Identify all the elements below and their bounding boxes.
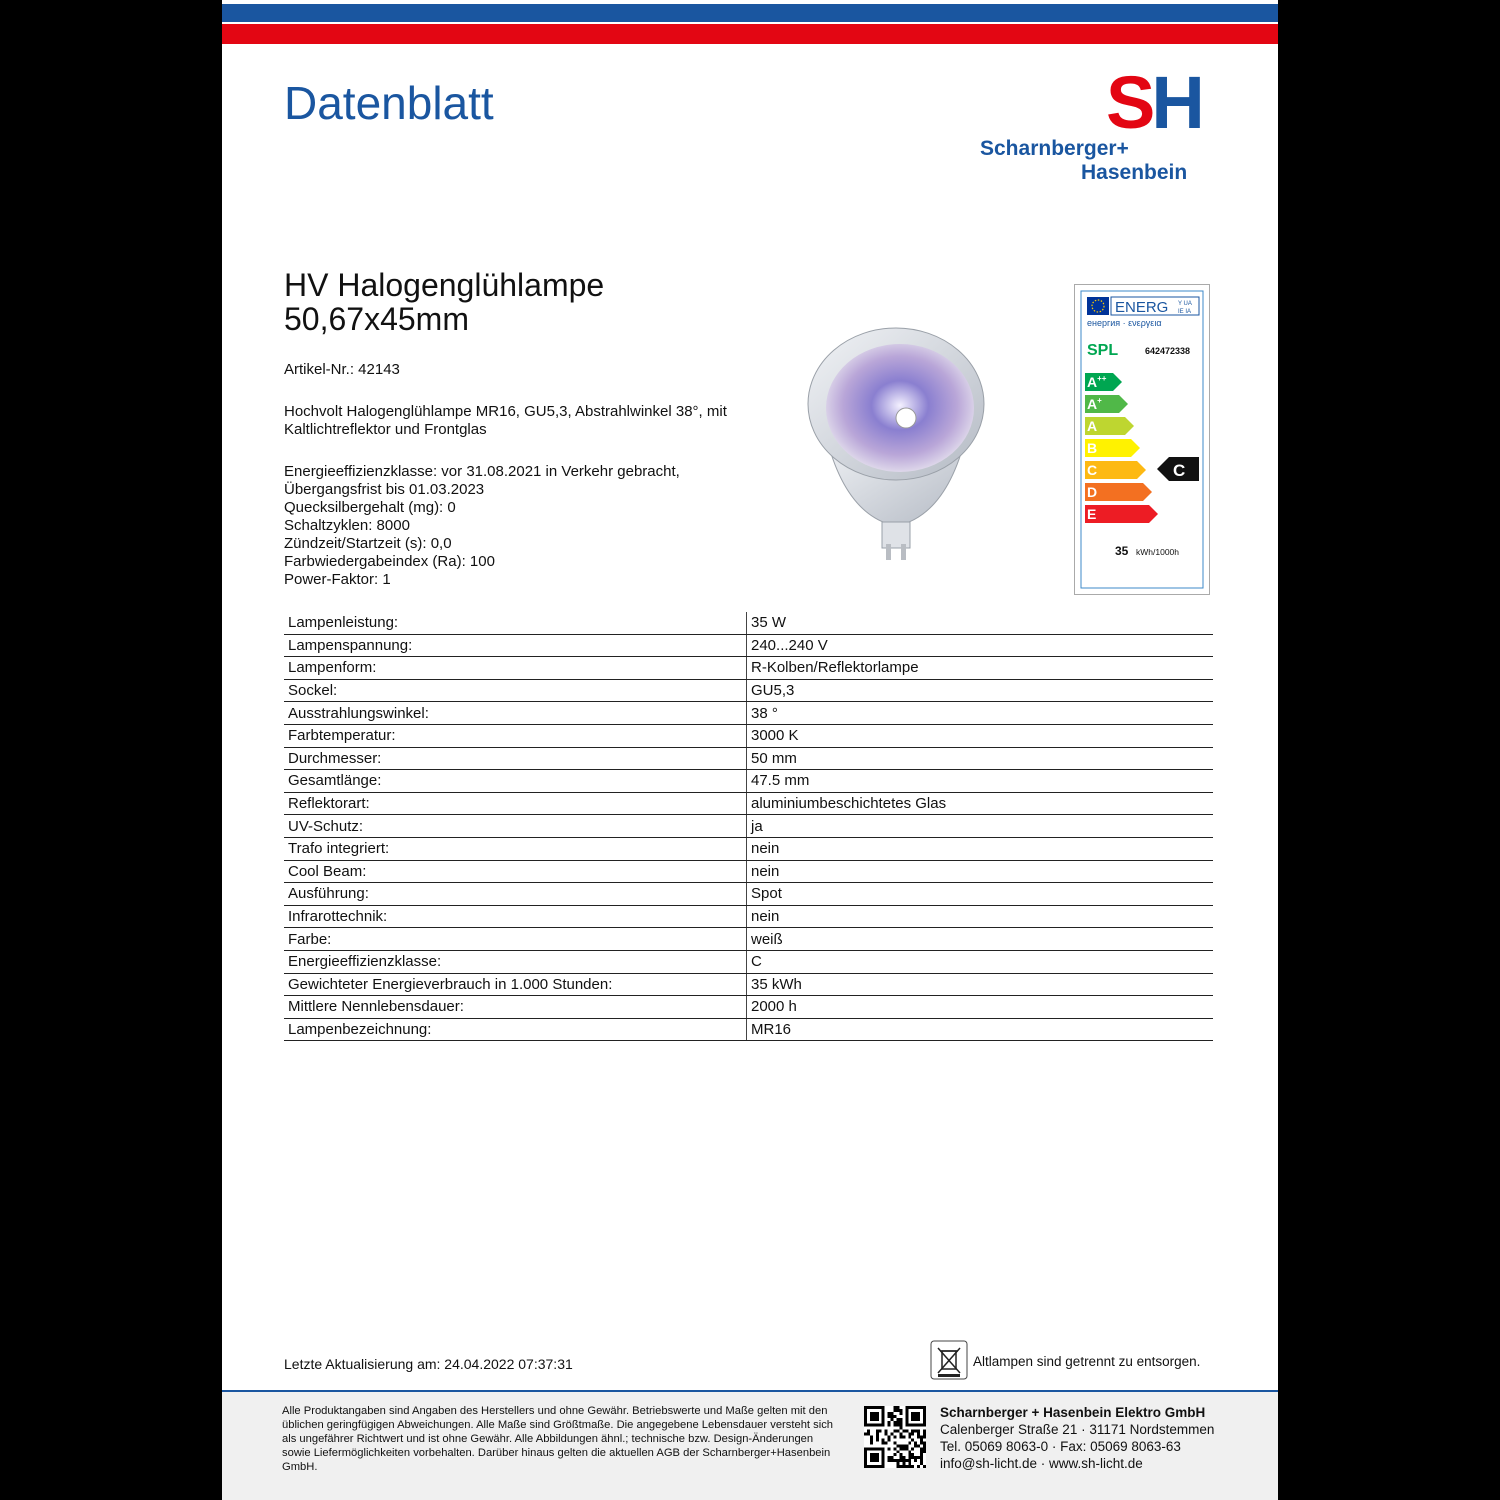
specifications-table (284, 612, 1213, 1041)
spec-row (284, 679, 1213, 702)
spec-key: Ausstrahlungswinkel: (284, 702, 747, 725)
model-id: 642472338 (1145, 346, 1191, 356)
spec-key: Sockel: (284, 679, 747, 702)
energy-class-bar (1085, 417, 1134, 435)
spec-row (284, 724, 1213, 747)
spec-key: Infrarottechnik: (284, 905, 747, 928)
article-number: Artikel-Nr.: 42143 (284, 361, 400, 378)
spec-row (284, 657, 1213, 680)
spec-value: 35 W (747, 612, 1214, 634)
spec-key: UV-Schutz: (284, 815, 747, 838)
spec-value: nein (747, 860, 1214, 883)
property-line: Farbwiedergabeindex (Ra): 100 (284, 553, 495, 570)
supplier-name: SPL (1087, 342, 1119, 359)
spec-row (284, 815, 1213, 838)
energy-label-graphic (1075, 285, 1209, 594)
spec-value: nein (747, 837, 1214, 860)
energy-class-bar (1085, 395, 1128, 413)
spec-row (284, 928, 1213, 951)
spec-value: R-Kolben/Reflektorlampe (747, 657, 1214, 680)
energ-suffix1: Y UA (1178, 301, 1192, 307)
spec-value: 240...240 V (747, 634, 1214, 657)
company-logo (980, 62, 1230, 187)
logo-mark-h: H (1151, 61, 1201, 144)
spec-row (284, 905, 1213, 928)
spec-value: aluminiumbeschichtetes Glas (747, 792, 1214, 815)
property-line: Quecksilbergehalt (mg): 0 (284, 499, 456, 516)
spec-row (284, 837, 1213, 860)
product-description: Hochvolt Halogenglühlampe MR16, GU5,3, Abstrahlwinkel 38°, mit Kaltlichtreflektor und Frontglas (284, 403, 727, 438)
crossed-out-bin-icon (930, 1340, 968, 1380)
spec-value: ja (747, 815, 1214, 838)
energy-class-bar (1085, 505, 1158, 523)
spec-key: Farbe: (284, 928, 747, 951)
spec-row (284, 973, 1213, 996)
energy-class-label: E (1087, 506, 1097, 522)
energy-rating-arrow (1157, 457, 1199, 481)
legal-disclaimer: Alle Produktangaben sind Angaben des Herstellers und ohne Gewähr. Betriebswerte und Maße gelten mit den üblichen geringfügigen Abweichungen. Alle Maße sind Größtmaße. Die angegebene Lebensdauer versteht sich als ungefährer Richtwert und ist ohne Gewähr. Alle Abbildungen ähnl.; technische bzw. Design-Änderungen sowie Liefermöglichkeiten vorbehalten. Darüber hinaus gelten die aktuellen AGB der Scharnberger+Hasenbein GmbH. (282, 1405, 834, 1473)
spec-key: Ausführung: (284, 883, 747, 906)
header-band-red (222, 24, 1278, 44)
spec-row (284, 747, 1213, 770)
energy-languages: енергия · ενεργεια (1087, 318, 1162, 328)
spec-value: C (747, 950, 1214, 973)
spec-value: 2000 h (747, 996, 1214, 1019)
spec-value: 35 kWh (747, 973, 1214, 996)
energy-class-bar (1085, 461, 1146, 479)
logo-mark (1106, 61, 1201, 144)
spec-key: Gewichteter Energieverbrauch in 1.000 Stunden: (284, 973, 747, 996)
spec-key: Lampenspannung: (284, 634, 747, 657)
header-band-blue (222, 4, 1278, 22)
logo-mark-s: S (1106, 61, 1152, 144)
spec-value: 47.5 mm (747, 770, 1214, 793)
energy-consumption-value: 35 (1115, 544, 1129, 558)
spec-key: Energieeffizienzklasse: (284, 950, 747, 973)
spec-row (284, 634, 1213, 657)
company-address: Calenberger Straße 21 · 31171 Nordstemmen (940, 1422, 1215, 1437)
spec-value: 50 mm (747, 747, 1214, 770)
spec-key: Lampenform: (284, 657, 747, 680)
eu-flag-icon (1087, 297, 1109, 315)
page-footer (222, 1390, 1278, 1500)
product-properties (284, 463, 680, 589)
energy-class-bar (1085, 483, 1152, 501)
energ-suffix2: IE IA (1178, 309, 1192, 315)
spec-row (284, 996, 1213, 1019)
spec-value: MR16 (747, 1018, 1214, 1041)
spec-value: Spot (747, 883, 1214, 906)
spec-key: Farbtemperatur: (284, 724, 747, 747)
energy-class-label: A (1087, 418, 1098, 434)
energy-class-label: A+ (1087, 396, 1102, 412)
spec-key: Lampenleistung: (284, 612, 747, 634)
company-web: info@sh-licht.de · www.sh-licht.de (940, 1456, 1143, 1471)
company-name: Scharnberger + Hasenbein Elektro GmbH (940, 1405, 1206, 1420)
spec-value: 3000 K (747, 724, 1214, 747)
energy-class-bar (1085, 373, 1122, 391)
energy-class-label: D (1087, 484, 1098, 500)
spec-key: Trafo integriert: (284, 837, 747, 860)
energy-class-label: A++ (1087, 374, 1107, 390)
property-line: Übergangsfrist bis 01.03.2023 (284, 481, 485, 498)
energ-text: ENERG (1115, 299, 1169, 316)
document-title: Datenblatt (284, 77, 494, 129)
eu-energy-label (1074, 284, 1210, 595)
halogen-lamp-image (806, 326, 986, 562)
spec-key: Lampenbezeichnung: (284, 1018, 747, 1041)
product-title (284, 268, 604, 336)
product-title-line1: HV Halogenglühlampe (284, 267, 605, 303)
spec-value: weiß (747, 928, 1214, 951)
spec-key: Gesamtlänge: (284, 770, 747, 793)
last-updated: Letzte Aktualisierung am: 24.04.2022 07:37:31 (284, 1356, 573, 1372)
company-phone: Tel. 05069 8063-0 · Fax: 05069 8063-63 (940, 1439, 1181, 1454)
spec-row (284, 770, 1213, 793)
energy-class-bar (1085, 439, 1140, 457)
spec-row (284, 702, 1213, 725)
qr-code-icon[interactable] (864, 1406, 926, 1468)
spec-row (284, 883, 1213, 906)
datasheet-page (222, 0, 1278, 1500)
spec-key: Mittlere Nennlebensdauer: (284, 996, 747, 1019)
property-line: Zündzeit/Startzeit (s): 0,0 (284, 535, 452, 552)
spec-value: GU5,3 (747, 679, 1214, 702)
spec-row (284, 792, 1213, 815)
spec-value: 38 ° (747, 702, 1214, 725)
energy-consumption-unit: kWh/1000h (1136, 547, 1179, 557)
energy-class-scale (1085, 373, 1158, 523)
spec-key: Cool Beam: (284, 860, 747, 883)
spec-row (284, 950, 1213, 973)
property-line: Energieeffizienzklasse: vor 31.08.2021 in Verkehr gebracht, (284, 463, 680, 480)
product-title-line2: 50,67x45mm (284, 301, 469, 337)
energy-rating: C (1173, 461, 1186, 480)
spec-value: nein (747, 905, 1214, 928)
company-contact (940, 1404, 1214, 1472)
spec-row (284, 860, 1213, 883)
spec-key: Durchmesser: (284, 747, 747, 770)
property-line: Power-Faktor: 1 (284, 571, 391, 588)
property-line: Schaltzyklen: 8000 (284, 517, 410, 534)
disposal-note: Altlampen sind getrennt zu entsorgen. (973, 1354, 1201, 1369)
spec-row (284, 612, 1213, 634)
logo-text-line2: Hasenbein (1081, 161, 1188, 184)
spec-row (284, 1018, 1213, 1041)
energy-class-label: B (1087, 440, 1098, 456)
energy-class-label: C (1087, 462, 1098, 478)
spec-key: Reflektorart: (284, 792, 747, 815)
logo-text-line1: Scharnberger+ (980, 137, 1129, 160)
